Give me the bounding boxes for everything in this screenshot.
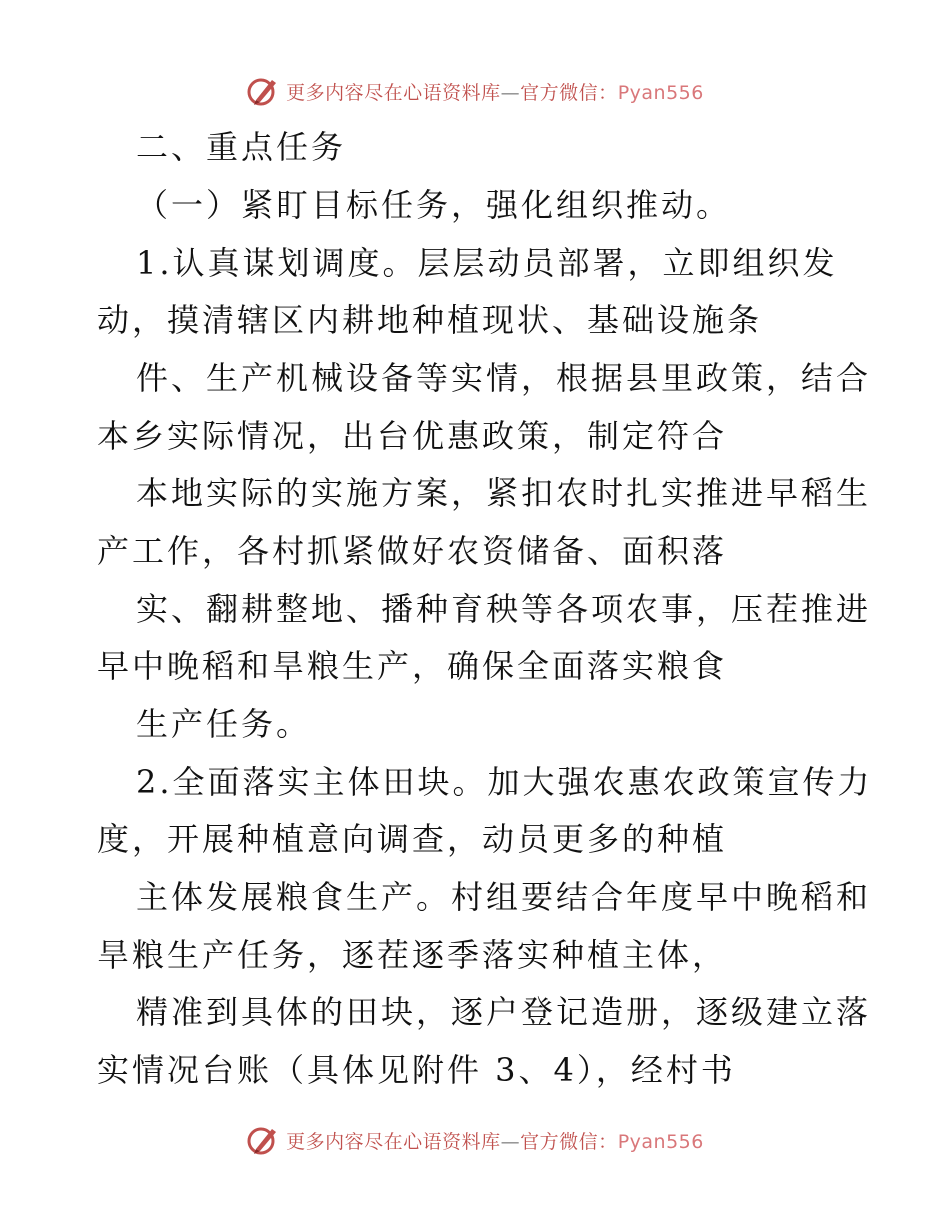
watermark-wechat-label: 官方微信： (520, 81, 618, 104)
paragraph-line: 件、生产机械设备等实情，根据县里政策，结合 (136, 359, 872, 397)
paragraph-line: 动，摸清辖区内耕地种植现状、基础设施条 (97, 301, 763, 339)
paragraph-line: 早中晚稻和旱粮生产，确保全面落实粮食 (97, 647, 728, 685)
paragraph-line: 度，开展种植意向调查，动员更多的种植 (97, 820, 728, 858)
watermark-wechat-label: 官方微信： (520, 1130, 618, 1153)
watermark-text (286, 78, 704, 105)
watermark-wechat-id: Pyan556 (617, 81, 704, 104)
watermark-dash: — (500, 81, 521, 104)
header-watermark (0, 71, 950, 111)
watermark-main-text: 更多内容尽在心语资料库 (286, 81, 501, 104)
pen-circle-logo-icon (246, 74, 280, 108)
paragraph-line: 本乡实际情况，出台优惠政策，制定符合 (97, 417, 728, 455)
paragraph-line: 2.全面落实主体田块。加大强农惠农政策宣传力 (136, 763, 873, 801)
footer-watermark (0, 1120, 950, 1160)
watermark-text (286, 1127, 704, 1154)
watermark-dash: — (500, 1130, 521, 1153)
paragraph-line: 实情况台账（具体见附件 3、4），经村书 (97, 1051, 736, 1089)
watermark-main-text: 更多内容尽在心语资料库 (286, 1130, 501, 1153)
paragraph-line: 本地实际的实施方案，紧扣农时扎实推进早稻生 (136, 474, 872, 512)
watermark-wechat-id: Pyan556 (617, 1130, 704, 1153)
subsection-heading: （一）紧盯目标任务，强化组织推动。 (136, 186, 732, 224)
paragraph-line: 产工作，各村抓紧做好农资储备、面积落 (97, 532, 728, 570)
section-heading: 二、重点任务 (136, 128, 347, 166)
paragraph-line: 1.认真谋划调度。层层动员部署，立即组织发 (136, 244, 838, 282)
paragraph-line: 生产任务。 (136, 705, 312, 743)
paragraph-line: 旱粮生产任务，逐茬逐季落实种植主体， (97, 936, 728, 974)
paragraph-line: 精准到具体的田块，逐户登记造册，逐级建立落 (136, 993, 872, 1031)
watermark-group (246, 74, 704, 108)
pen-circle-logo-icon (246, 1123, 280, 1157)
watermark-group (246, 1123, 704, 1157)
paragraph-line: 实、翻耕整地、播种育秧等各项农事，压茬推进 (136, 590, 872, 628)
paragraph-line: 主体发展粮食生产。村组要结合年度早中晚稻和 (136, 878, 872, 916)
